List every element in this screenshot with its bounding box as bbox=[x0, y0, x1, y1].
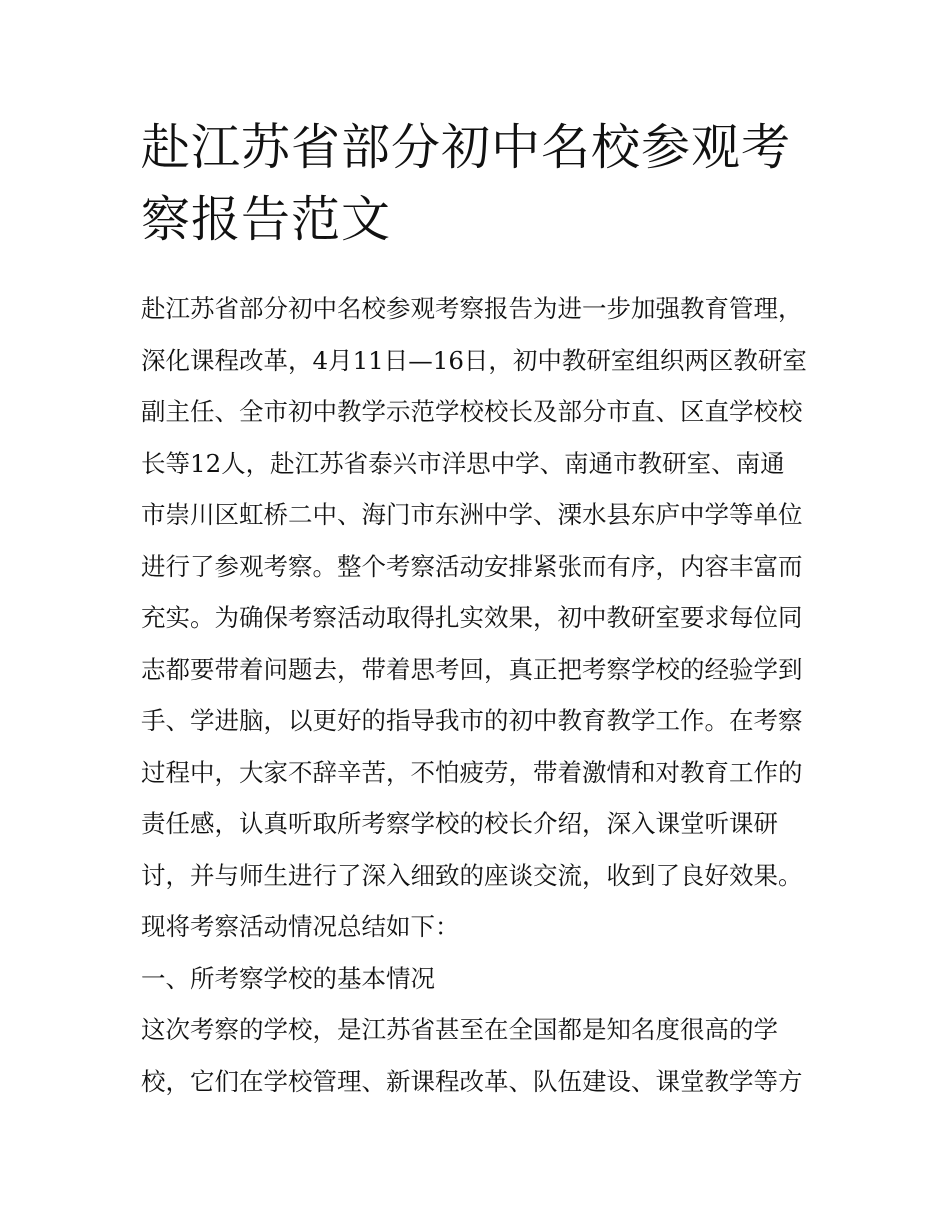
body-line: 深化课程改革，4月11日—16日，初中教研室组织两区教研室 bbox=[141, 345, 807, 375]
body-line: 市崇川区虹桥二中、海门市东洲中学、溧水县东庐中学等单位 bbox=[141, 500, 803, 529]
section-heading: 一、所考察学校的基本情况 bbox=[141, 963, 435, 993]
body-line: 手、学进脑，以更好的指导我市的初中教育教学工作。在考察 bbox=[141, 706, 803, 735]
body-line: 赴江苏省部分初中名校参观考察报告为进一步加强教育管理， bbox=[141, 294, 803, 323]
document-title bbox=[141, 112, 821, 256]
body-line: 这次考察的学校，是江苏省甚至在全国都是知名度很高的学 bbox=[141, 1015, 778, 1044]
body-line: 充实。为确保考察活动取得扎实效果，初中教研室要求每位同 bbox=[141, 603, 803, 632]
title-line: 赴江苏省部分初中名校参观考 bbox=[141, 119, 792, 176]
title-line: 察报告范文 bbox=[141, 191, 392, 248]
body-line: 副主任、全市初中教学示范学校校长及部分市直、区直学校校 bbox=[141, 397, 803, 426]
body-line: 进行了参观考察。整个考察活动安排紧张而有序，内容丰富而 bbox=[141, 551, 803, 581]
body-line: 过程中，大家不辞辛苦，不怕疲劳，带着激情和对教育工作的 bbox=[141, 757, 803, 787]
body-line: 现将考察活动情况总结如下： bbox=[141, 912, 460, 941]
body-line: 校，它们在学校管理、新课程改革、队伍建设、课堂教学等方 bbox=[141, 1066, 803, 1096]
document-body bbox=[141, 283, 831, 1107]
body-line: 讨，并与师生进行了深入细致的座谈交流，收到了良好效果。 bbox=[141, 860, 803, 890]
body-line: 志都要带着问题去，带着思考回，真正把考察学校的经验学到 bbox=[141, 654, 803, 684]
body-line: 长等12人，赴江苏省泰兴市洋思中学、南通市教研室、南通 bbox=[141, 448, 785, 478]
body-line: 责任感，认真听取所考察学校的校长介绍，深入课堂听课研 bbox=[141, 809, 778, 838]
